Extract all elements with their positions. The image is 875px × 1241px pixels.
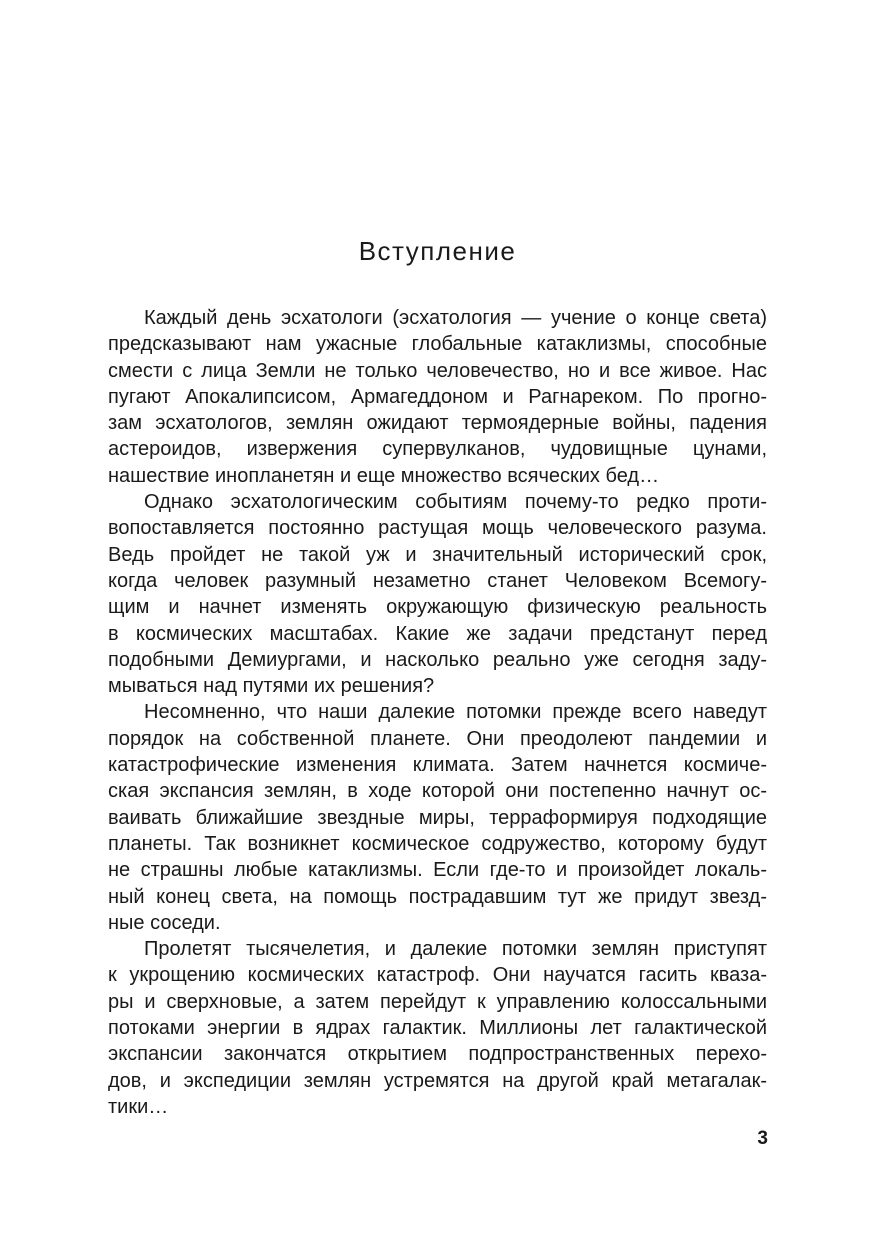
text-line: дов, и экспедиции землян устремятся на другой край метагалак-	[108, 1069, 767, 1092]
text-line: ный конец света, на помощь пострадавшим тут же придут звезд-	[108, 885, 767, 908]
text-line: предсказывают нам ужасные глобальные катаклизмы, способные	[108, 333, 767, 356]
text-line: потоками энергии в ядрах галактик. Миллионы лет галактической	[108, 1017, 767, 1040]
text-line: нашествие инопланетян и еще множество всяческих бед…	[108, 464, 660, 487]
text-line: ская экспансия землян, в ходе которой они постепенно начнут ос-	[108, 780, 767, 803]
text-line: планеты. Так возникнет космическое содружество, которому будут	[108, 832, 767, 855]
text-line: вопоставляется постоянно растущая мощь человеческого разума.	[108, 517, 767, 540]
text-line: смести с лица Земли не только человечество, но и все живое. Нас	[108, 359, 767, 382]
text-line: ры и сверхновые, а затем перейдут к управлению колоссальными	[108, 990, 767, 1013]
paragraph	[108, 305, 767, 489]
chapter-body	[108, 305, 767, 1120]
text-line: не страшны любые катаклизмы. Если где-то и произойдет локаль-	[108, 859, 767, 882]
text-line: пугают Апокалипсисом, Армагеддоном и Рагнареком. По прогно-	[108, 385, 767, 408]
text-line: Пролетят тысячелетия, и далекие потомки землян приступят	[144, 938, 767, 961]
text-line: катастрофические изменения климата. Затем начнется космиче-	[108, 754, 767, 777]
text-line: к укрощению космических катастроф. Они научатся гасить кваза-	[108, 964, 767, 987]
text-line: Ведь пройдет не такой уж и значительный исторический срок,	[108, 543, 767, 566]
text-line: мываться над путями их решения?	[108, 675, 435, 698]
text-line: зам эсхатологов, землян ожидают термоядерные войны, падения	[108, 412, 767, 435]
paragraph	[108, 699, 767, 936]
text-line: тики…	[108, 1095, 169, 1118]
text-line: ные соседи.	[108, 911, 221, 934]
text-line: Несомненно, что наши далекие потомки прежде всего наведут	[144, 701, 767, 724]
chapter-title: Вступление	[358, 236, 517, 266]
text-line: подобными Демиургами, и насколько реально уже сегодня заду-	[108, 648, 767, 671]
paragraph	[108, 489, 767, 699]
text-line: когда человек разумный незаметно станет Человеком Всемогу-	[108, 569, 767, 592]
text-line: Однако эсхатологическим событиям почему-то редко проти-	[144, 491, 767, 514]
text-line: экспансии закончатся открытием подпространственных перехо-	[108, 1043, 767, 1066]
page-number: 3	[757, 1128, 768, 1149]
text-line: в космических масштабах. Какие же задачи предстанут перед	[108, 622, 767, 645]
text-line: ваивать ближайшие звездные миры, терраформируя подходящие	[108, 806, 767, 829]
text-line: порядок на собственной планете. Они преодолеют пандемии и	[108, 727, 767, 750]
text-line: астероидов, извержения супервулканов, чудовищные цунами,	[108, 438, 767, 461]
text-line: щим и начнет изменять окружающую физическую реальность	[108, 596, 767, 619]
text-line: Каждый день эсхатологи (эсхатология — учение о конце света)	[144, 307, 767, 329]
paragraph	[108, 936, 767, 1120]
